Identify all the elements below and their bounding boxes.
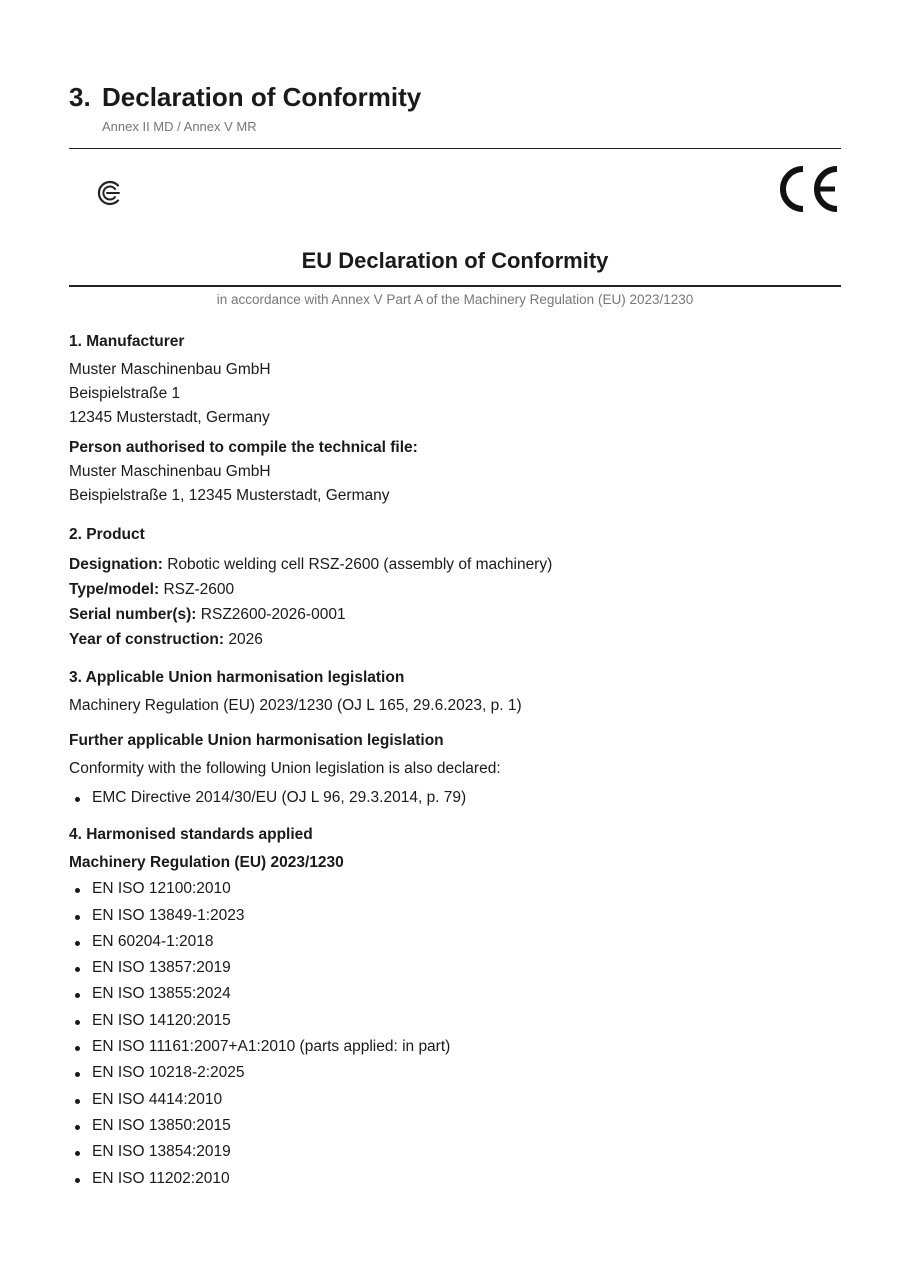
standards-section — [69, 823, 841, 1192]
list-item: EN ISO 11202:2010 — [69, 1166, 841, 1192]
product-section — [69, 523, 841, 652]
chapter-title — [69, 82, 421, 112]
list-item: EN ISO 13855:2024 — [69, 981, 841, 1007]
chapter-number: 3. — [69, 82, 91, 112]
field-label: Type/model: — [69, 581, 160, 598]
standards-list — [69, 876, 841, 1192]
list-item: EN 60204-1:2018 — [69, 929, 841, 955]
manufacturer-section — [69, 330, 841, 430]
declaration-content — [69, 330, 841, 1192]
document-subtitle: in accordance with Annex V Part A of the Machinery Regulation (EU) 2023/1230 — [216, 292, 694, 307]
list-item: EN ISO 13850:2015 — [69, 1113, 841, 1139]
legislation-heading: 3. Applicable Union harmonisation legislation — [69, 669, 405, 686]
document-title: EU Declaration of Conformity — [301, 248, 609, 273]
field-value: 2026 — [228, 631, 263, 648]
list-item: EN ISO 13854:2019 — [69, 1139, 841, 1165]
title-divider — [69, 285, 841, 287]
authorised-line: Beispielstraße 1, 12345 Musterstadt, Germany — [69, 487, 390, 504]
field-value: Robotic welding cell RSZ-2600 (assembly of machinery) — [167, 556, 553, 573]
list-item: EN ISO 13857:2019 — [69, 955, 841, 981]
field-value: RSZ2600-2026-0001 — [200, 606, 346, 623]
further-legislation-text: Conformity with the following Union legislation is also declared: — [69, 760, 501, 777]
standards-group-heading: Machinery Regulation (EU) 2023/1230 — [69, 854, 344, 872]
further-legislation-list — [69, 785, 841, 811]
legislation-text: Machinery Regulation (EU) 2023/1230 (OJ L 165, 29.6.2023, p. 1) — [69, 697, 522, 714]
list-item: EN ISO 13849-1:2023 — [69, 903, 841, 929]
chapter-title-text: Declaration of Conformity — [102, 82, 422, 112]
field-value: RSZ-2600 — [163, 581, 235, 598]
list-item: EN ISO 12100:2010 — [69, 876, 841, 902]
manufacturer-line: 12345 Musterstadt, Germany — [69, 409, 270, 426]
list-item: EN ISO 10218-2:2025 — [69, 1060, 841, 1086]
manufacturer-heading: 1. Manufacturer — [69, 333, 185, 350]
product-field — [69, 552, 841, 577]
list-item: EN ISO 14120:2015 — [69, 1008, 841, 1034]
authorised-heading: Person authorised to compile the technical file: — [69, 439, 418, 456]
product-field — [69, 602, 841, 627]
product-heading: 2. Product — [69, 526, 145, 543]
legislation-section — [69, 666, 841, 811]
field-label: Serial number(s): — [69, 606, 197, 623]
product-field — [69, 627, 841, 652]
manufacturer-line: Beispielstraße 1 — [69, 385, 181, 402]
field-label: Year of construction: — [69, 631, 225, 648]
manufacturer-line: Muster Maschinenbau GmbH — [69, 361, 271, 378]
list-item: EMC Directive 2014/30/EU (OJ L 96, 29.3.2014, p. 79) — [69, 785, 841, 811]
chapter-subtitle: Annex II MD / Annex V MR — [102, 119, 257, 134]
field-label: Designation: — [69, 556, 163, 573]
product-field — [69, 577, 841, 602]
concentric-c-logo-icon — [97, 180, 123, 206]
list-item: EN ISO 4414:2010 — [69, 1087, 841, 1113]
standards-heading: 4. Harmonised standards applied — [69, 826, 313, 844]
authorised-line: Muster Maschinenbau GmbH — [69, 463, 271, 480]
list-item: EN ISO 11161:2007+A1:2010 (parts applied: in part) — [69, 1034, 841, 1060]
authorised-person-section — [69, 436, 841, 508]
ce-mark-icon — [779, 165, 843, 213]
further-legislation-heading: Further applicable Union harmonisation legislation — [69, 732, 444, 749]
header-divider — [69, 148, 841, 149]
